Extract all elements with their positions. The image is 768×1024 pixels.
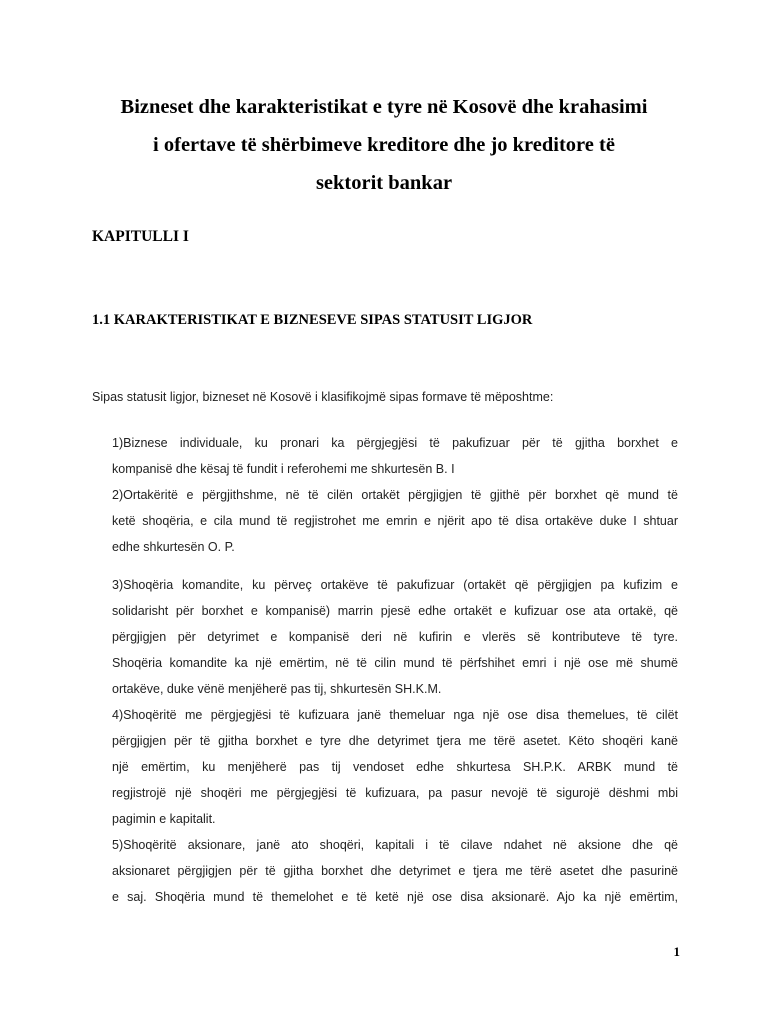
text-line: solidarisht për borxhet e kompanisë) marrin pjesë edhe ortakët e kufizuar ose ata ortakë, që (112, 604, 678, 618)
section-heading: 1.1 KARAKTERISTIKAT E BIZNESEVE SIPAS STATUSIT LIGJOR (92, 312, 533, 328)
list-item (112, 482, 678, 560)
text-line: pagimin e kapitalit. (112, 812, 216, 826)
title-line: Bizneset dhe karakteristikat e tyre në Kosovë dhe krahasimi (120, 96, 648, 118)
chapter-heading: KAPITULLI I (92, 228, 189, 245)
text-line: 1)Biznese individuale, ku pronari ka përgjegjësi të pakufizuar për të gjitha borxhet e (112, 436, 678, 450)
text-line: edhe shkurtesën O. P. (112, 540, 235, 554)
text-line: 4)Shoqëritë me përgjegjësi të kufizuara janë themeluar nga një ose disa themelues, të cilët (112, 708, 678, 722)
text-line: 2)Ortakëritë e përgjithshme, në të cilën ortakët përgjigjen të gjithë për borxhet që mund të (112, 488, 678, 502)
text-line: 3)Shoqëria komandite, ku përveç ortakëve të pakufizuar (ortakët që përgjigjen pa kufizim e (112, 578, 678, 592)
list-item (112, 702, 678, 832)
text-line: Shoqëria komandite ka një emërtim, në të cilin mund të përfshihet emri i një ose më shumë (112, 656, 678, 670)
text-line: 5)Shoqëritë aksionare, janë ato shoqëri, kapitali i të cilave ndahet në aksione dhe që (112, 838, 678, 852)
text-line: ketë shoqëria, e cila mund të regjistrohet me emrin e njërit apo të disa ortakëve duke I shtuar (112, 514, 678, 528)
text-line: një emërtim, ku menjëherë pas tij vendoset edhe shkurtesa SH.P.K. ARBK mund të (112, 760, 678, 774)
title-line: sektorit bankar (315, 172, 453, 194)
page-number: 1 (673, 944, 680, 959)
list-item (112, 832, 678, 910)
text-line: përgjigjen për detyrimet e kompanisë deri në kufirin e vlerës së kontributeve të tyre. (112, 630, 678, 644)
text-line: e saj. Shoqëria mund të themelohet e të ketë një ose disa aksionarë. Ajo ka një emërtim, (112, 890, 678, 904)
business-forms-list (112, 430, 678, 910)
intro-paragraph: Sipas statusit ligjor, bizneset në Kosovë i klasifikojmë sipas formave të mëposhtme: (92, 390, 554, 404)
list-item (112, 430, 678, 482)
title-line: i ofertave të shërbimeve kreditore dhe jo kreditore të (153, 134, 615, 156)
document-title (80, 88, 688, 202)
text-line: përgjigjen për të gjitha borxhet e tyre dhe detyrimet tjera me tërë asetet. Këto shoqëri kanë (112, 734, 678, 748)
text-line: regjistrojë një shoqëri me përgjegjësi të kufizuara, pa pasur nevojë të sigurojë dëshmi mbi (112, 786, 678, 800)
text-line: aksionaret përgjigjen për të gjitha borxhet dhe detyrimet e tjera me tërë asetet dhe pasurinë (112, 864, 678, 878)
list-item (112, 572, 678, 702)
text-line: ortakëve, duke vënë menjëherë pas tij, shkurtesën SH.K.M. (112, 682, 442, 696)
text-line: kompanisë dhe kësaj të fundit i referohemi me shkurtesën B. I (112, 462, 455, 476)
